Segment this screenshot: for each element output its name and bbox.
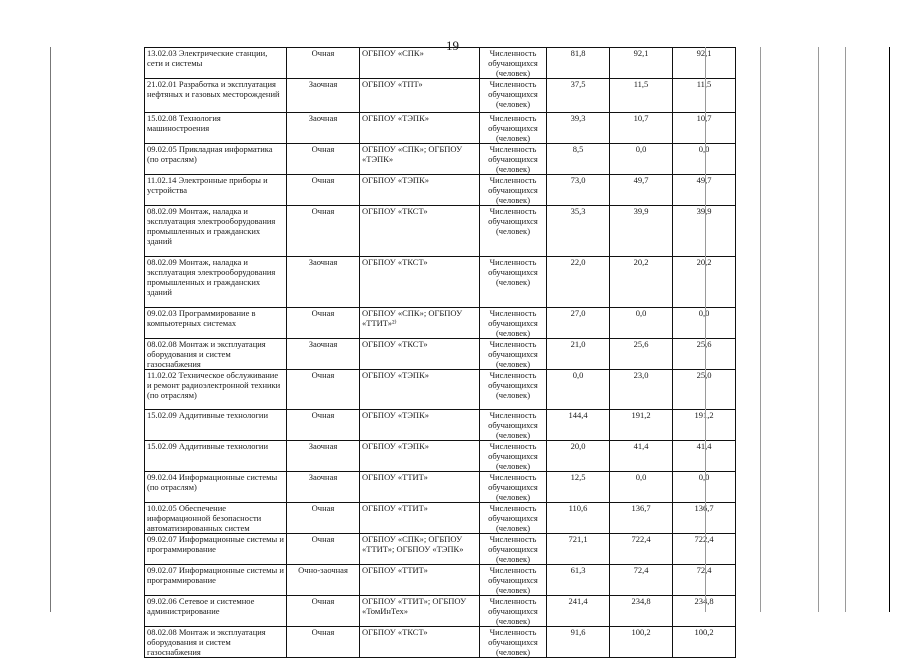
study-form-cell: Очная xyxy=(287,48,360,79)
study-form-cell: Очно-заочная xyxy=(287,565,360,596)
table-grid-line xyxy=(889,47,890,612)
value-cell: 27,0 xyxy=(547,308,610,339)
value-cell: 22,0 xyxy=(547,257,610,308)
organization-cell: ОГБПОУ «ТТИТ» xyxy=(360,565,480,596)
value-cell: 234,8 xyxy=(610,596,673,627)
table-body xyxy=(145,48,736,658)
value-cell: 81,8 xyxy=(547,48,610,79)
value-cell: 136,7 xyxy=(673,503,736,534)
study-form-cell: Очная xyxy=(287,175,360,206)
study-form-cell: Очная xyxy=(287,596,360,627)
value-cell: 136,7 xyxy=(610,503,673,534)
value-cell: 72,4 xyxy=(673,565,736,596)
table-row xyxy=(145,472,736,503)
organization-cell: ОГБПОУ «ТКСТ» xyxy=(360,206,480,257)
study-form-cell: Заочная xyxy=(287,441,360,472)
value-cell: 0,0 xyxy=(673,308,736,339)
organization-cell: ОГБПОУ «ТПТ» xyxy=(360,79,480,113)
organization-cell: ОГБПОУ «ТЭПК» xyxy=(360,113,480,144)
study-form-cell: Заочная xyxy=(287,339,360,370)
value-cell: 100,2 xyxy=(610,627,673,658)
value-cell: 21,0 xyxy=(547,339,610,370)
study-form-cell: Заочная xyxy=(287,472,360,503)
value-cell: 10,7 xyxy=(673,113,736,144)
study-form-cell: Очная xyxy=(287,503,360,534)
specialty-cell: 08.02.08 Монтаж и эксплуатация оборудования и систем газоснабжения xyxy=(145,627,287,658)
value-cell: 20,2 xyxy=(610,257,673,308)
study-form-cell: Очная xyxy=(287,206,360,257)
value-cell: 0,0 xyxy=(610,308,673,339)
table-grid-line xyxy=(845,47,846,612)
organization-cell: ОГБПОУ «ТТИТ» xyxy=(360,503,480,534)
specialty-cell: 11.02.02 Техническое обслуживание и ремонт радиоэлектронной техники (по отраслям) xyxy=(145,370,287,410)
indicator-cell: Численность обучающихся (человек) xyxy=(480,370,547,410)
indicator-cell: Численность обучающихся (человек) xyxy=(480,472,547,503)
study-form-cell: Заочная xyxy=(287,257,360,308)
value-cell: 91,6 xyxy=(547,627,610,658)
table-grid-line xyxy=(818,47,819,612)
value-cell: 37,5 xyxy=(547,79,610,113)
organization-cell: ОГБПОУ «СПК»; ОГБПОУ «ТТИТ»; ОГБПОУ «ТЭПК» xyxy=(360,534,480,565)
indicator-cell: Численность обучающихся (человек) xyxy=(480,565,547,596)
value-cell: 20,0 xyxy=(547,441,610,472)
table-row xyxy=(145,565,736,596)
value-cell: 0,0 xyxy=(610,144,673,175)
value-cell: 234,8 xyxy=(673,596,736,627)
value-cell: 110,6 xyxy=(547,503,610,534)
indicator-cell: Численность обучающихся (человек) xyxy=(480,441,547,472)
organization-cell: ОГБПОУ «ТКСТ» xyxy=(360,339,480,370)
table-row xyxy=(145,48,736,79)
value-cell: 25,6 xyxy=(673,339,736,370)
organization-cell: ОГБПОУ «ТТИТ»; ОГБПОУ «ТомИнТех» xyxy=(360,596,480,627)
table-row xyxy=(145,534,736,565)
organization-cell: ОГБПОУ «ТКСТ» xyxy=(360,627,480,658)
specialty-cell: 09.02.05 Прикладная информатика (по отраслям) xyxy=(145,144,287,175)
value-cell: 0,0 xyxy=(673,472,736,503)
indicator-cell: Численность обучающихся (человек) xyxy=(480,206,547,257)
specialty-cell: 15.02.09 Аддитивные технологии xyxy=(145,441,287,472)
value-cell: 41,4 xyxy=(673,441,736,472)
organization-cell: ОГБПОУ «ТТИТ» xyxy=(360,472,480,503)
specialty-cell: 15.02.09 Аддитивные технологии xyxy=(145,410,287,441)
table-row xyxy=(145,441,736,472)
table-row xyxy=(145,339,736,370)
value-cell: 92,1 xyxy=(673,48,736,79)
table-grid-line xyxy=(50,47,51,612)
value-cell: 49,7 xyxy=(610,175,673,206)
value-cell: 23,0 xyxy=(610,370,673,410)
value-cell: 39,9 xyxy=(673,206,736,257)
value-cell: 10,7 xyxy=(610,113,673,144)
specialties-table xyxy=(144,47,736,658)
indicator-cell: Численность обучающихся (человек) xyxy=(480,175,547,206)
organization-cell: ОГБПОУ «ТЭПК» xyxy=(360,410,480,441)
specialty-cell: 08.02.09 Монтаж, наладка и эксплуатация электрооборудования промышленных и гражданских зданий xyxy=(145,257,287,308)
table-grid-line xyxy=(760,47,761,612)
study-form-cell: Очная xyxy=(287,370,360,410)
indicator-cell: Численность обучающихся (человек) xyxy=(480,79,547,113)
indicator-cell: Численность обучающихся (человек) xyxy=(480,48,547,79)
value-cell: 11,5 xyxy=(610,79,673,113)
value-cell: 25,0 xyxy=(673,370,736,410)
indicator-cell: Численность обучающихся (человек) xyxy=(480,596,547,627)
value-cell: 191,2 xyxy=(610,410,673,441)
table-row xyxy=(145,627,736,658)
organization-cell: ОГБПОУ «СПК»; ОГБПОУ «ТТИТ»²⁾ xyxy=(360,308,480,339)
study-form-cell: Очная xyxy=(287,627,360,658)
specialty-cell: 09.02.06 Сетевое и системное администрирование xyxy=(145,596,287,627)
organization-cell: ОГБПОУ «СПК» xyxy=(360,48,480,79)
indicator-cell: Численность обучающихся (человек) xyxy=(480,627,547,658)
table-row xyxy=(145,113,736,144)
table-row xyxy=(145,308,736,339)
value-cell: 92,1 xyxy=(610,48,673,79)
organization-cell: ОГБПОУ «СПК»; ОГБПОУ «ТЭПК» xyxy=(360,144,480,175)
organization-cell: ОГБПОУ «ТКСТ» xyxy=(360,257,480,308)
table-row xyxy=(145,144,736,175)
value-cell: 8,5 xyxy=(547,144,610,175)
value-cell: 39,9 xyxy=(610,206,673,257)
table-row xyxy=(145,175,736,206)
specialty-cell: 15.02.08 Технология машиностроения xyxy=(145,113,287,144)
indicator-cell: Численность обучающихся (человек) xyxy=(480,503,547,534)
table-grid-line xyxy=(705,47,706,612)
organization-cell: ОГБПОУ «ТЭПК» xyxy=(360,370,480,410)
specialty-cell: 09.02.07 Информационные системы и программирование xyxy=(145,534,287,565)
organization-cell: ОГБПОУ «ТЭПК» xyxy=(360,441,480,472)
specialty-cell: 09.02.03 Программирование в компьютерных системах xyxy=(145,308,287,339)
indicator-cell: Численность обучающихся (человек) xyxy=(480,339,547,370)
specialty-cell: 10.02.05 Обеспечение информационной безопасности автоматизированных систем xyxy=(145,503,287,534)
value-cell: 0,0 xyxy=(673,144,736,175)
indicator-cell: Численность обучающихся (человек) xyxy=(480,257,547,308)
value-cell: 11,5 xyxy=(673,79,736,113)
value-cell: 25,6 xyxy=(610,339,673,370)
value-cell: 73,0 xyxy=(547,175,610,206)
value-cell: 191,2 xyxy=(673,410,736,441)
value-cell: 144,4 xyxy=(547,410,610,441)
study-form-cell: Очная xyxy=(287,144,360,175)
organization-cell: ОГБПОУ «ТЭПК» xyxy=(360,175,480,206)
specialty-cell: 11.02.14 Электронные приборы и устройства xyxy=(145,175,287,206)
value-cell: 39,3 xyxy=(547,113,610,144)
specialty-cell: 09.02.07 Информационные системы и программирование xyxy=(145,565,287,596)
table-row xyxy=(145,410,736,441)
value-cell: 722,4 xyxy=(610,534,673,565)
study-form-cell: Очная xyxy=(287,534,360,565)
value-cell: 0,0 xyxy=(547,370,610,410)
page-number: 19 xyxy=(446,38,459,53)
table-row xyxy=(145,596,736,627)
table-row xyxy=(145,370,736,410)
indicator-cell: Численность обучающихся (человек) xyxy=(480,308,547,339)
indicator-cell: Численность обучающихся (человек) xyxy=(480,534,547,565)
value-cell: 721,1 xyxy=(547,534,610,565)
study-form-cell: Очная xyxy=(287,410,360,441)
indicator-cell: Численность обучающихся (человек) xyxy=(480,144,547,175)
value-cell: 41,4 xyxy=(610,441,673,472)
value-cell: 35,3 xyxy=(547,206,610,257)
value-cell: 20,2 xyxy=(673,257,736,308)
table-row xyxy=(145,79,736,113)
study-form-cell: Очная xyxy=(287,308,360,339)
table-row xyxy=(145,206,736,257)
study-form-cell: Заочная xyxy=(287,79,360,113)
value-cell: 100,2 xyxy=(673,627,736,658)
specialty-cell: 13.02.03 Электрические станции, сети и системы xyxy=(145,48,287,79)
indicator-cell: Численность обучающихся (человек) xyxy=(480,113,547,144)
value-cell: 49,7 xyxy=(673,175,736,206)
table-row xyxy=(145,503,736,534)
specialty-cell: 21.02.01 Разработка и эксплуатация нефтяных и газовых месторождений xyxy=(145,79,287,113)
value-cell: 241,4 xyxy=(547,596,610,627)
study-form-cell: Заочная xyxy=(287,113,360,144)
value-cell: 0,0 xyxy=(610,472,673,503)
value-cell: 61,3 xyxy=(547,565,610,596)
specialty-cell: 09.02.04 Информационные системы (по отраслям) xyxy=(145,472,287,503)
table-row xyxy=(145,257,736,308)
specialty-cell: 08.02.09 Монтаж, наладка и эксплуатация электрооборудования промышленных и гражданских зданий xyxy=(145,206,287,257)
specialty-cell: 08.02.08 Монтаж и эксплуатация оборудования и систем газоснабжения xyxy=(145,339,287,370)
value-cell: 722,4 xyxy=(673,534,736,565)
value-cell: 12,5 xyxy=(547,472,610,503)
value-cell: 72,4 xyxy=(610,565,673,596)
indicator-cell: Численность обучающихся (человек) xyxy=(480,410,547,441)
